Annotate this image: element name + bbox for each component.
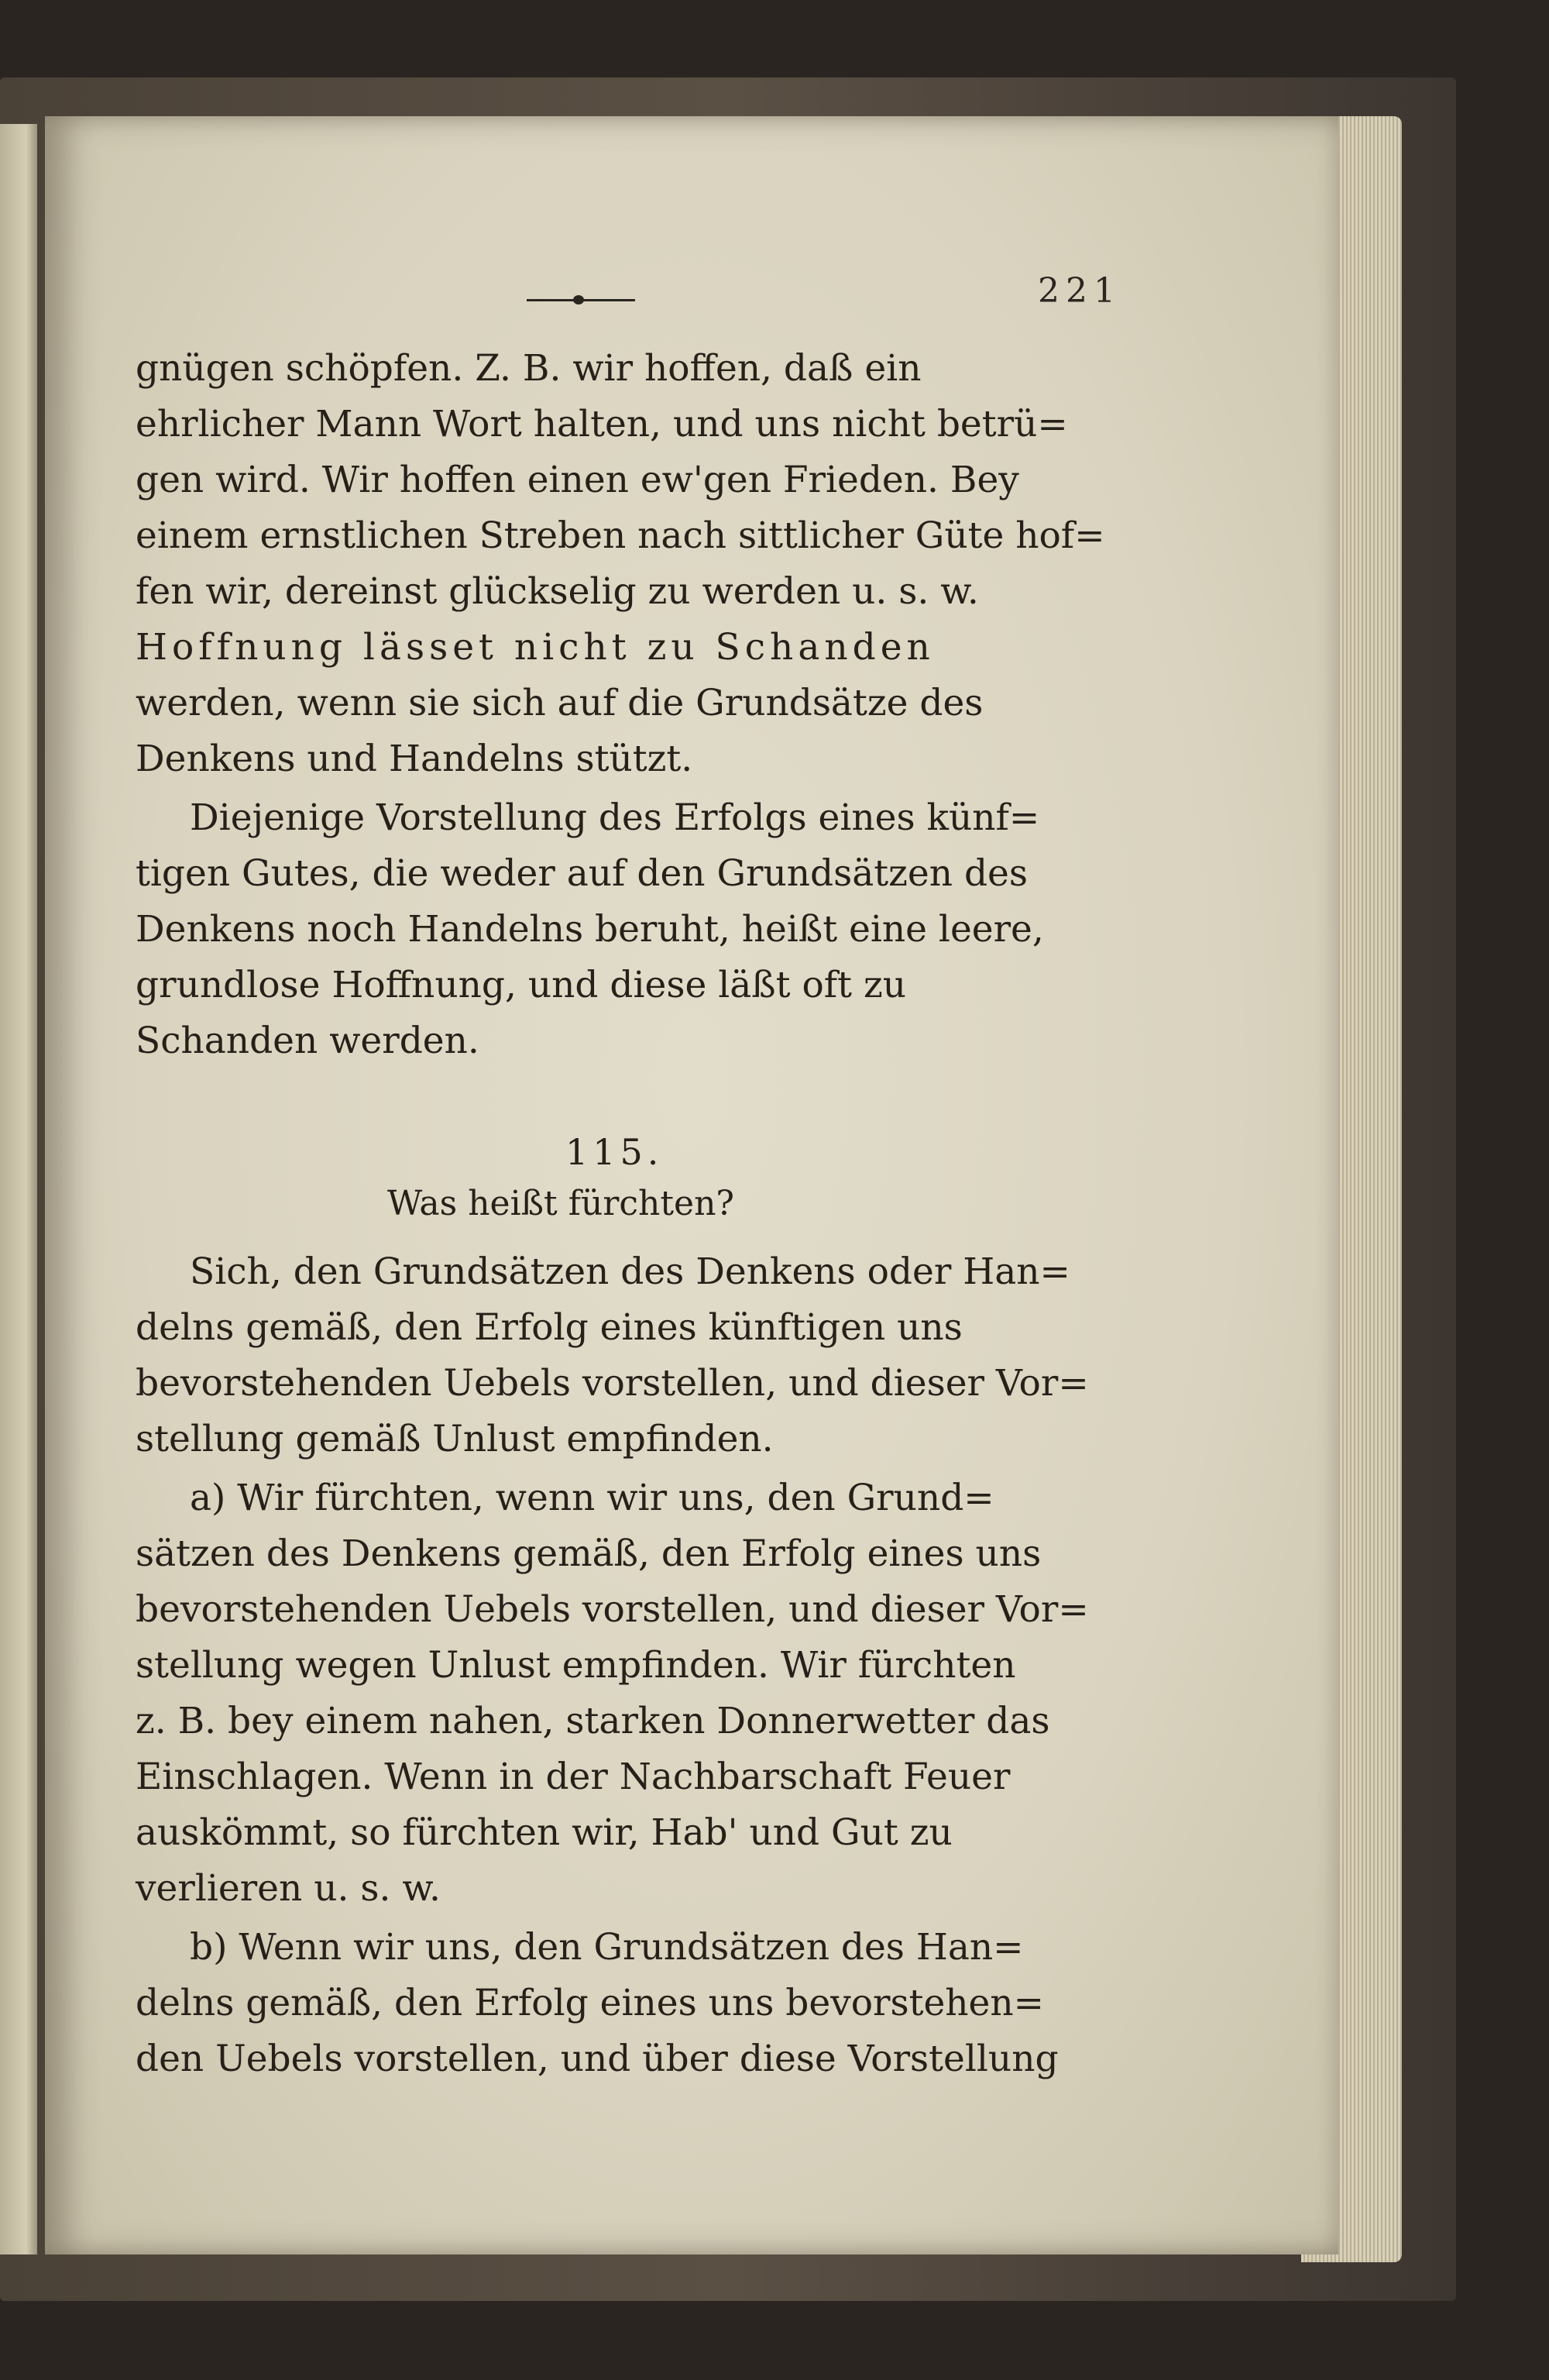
header-ornament [527, 299, 635, 301]
text-line: ehrlicher Mann Wort halten, und uns nicht betrü= [136, 403, 1068, 445]
text-line: einem ernstlichen Streben nach sittlicher Güte hof= [136, 514, 1105, 557]
text-line: stellung gemäß Unlust empfinden. [136, 1418, 774, 1460]
paragraph-6 [136, 1920, 1111, 2087]
text-line: delns gemäß, den Erfolg eines künftigen uns [136, 1306, 963, 1349]
previous-page-edge [0, 124, 37, 2254]
text-line: grundlose Hoffnung, und diese läßt oft zu [136, 964, 907, 1006]
text-line: fen wir, dereinst glückselig zu werden u. s. w. [136, 570, 979, 613]
text-line: b) Wenn wir uns, den Grundsätzen des Han= [190, 1926, 1024, 1969]
text-line: Einschlagen. Wenn in der Nachbarschaft Feuer [136, 1756, 1011, 1798]
text-line: bevorstehenden Uebels vorstellen, und dieser Vor= [136, 1588, 1089, 1631]
text-line: verlieren u. s. w. [136, 1867, 441, 1910]
text-line: Schanden werden. [136, 1020, 479, 1062]
text-line: den Uebels vorstellen, und über diese Vorstellung [136, 2038, 1059, 2080]
text-line: z. B. bey einem nahen, starken Donnerwetter das [136, 1700, 1050, 1742]
section-title: Was heißt fürchten? [387, 1184, 734, 1223]
text-line: auskömmt, so fürchten wir, Hab' und Gut zu [136, 1811, 953, 1854]
paragraph-1 [136, 341, 1111, 620]
text-line: Diejenige Vorstellung des Erfolgs eines künf= [190, 796, 1040, 839]
paragraph-5 [136, 1470, 1111, 1917]
page-number: 221 [1038, 271, 1121, 311]
text-line: Hoffnung lässet nicht zu Schanden [136, 626, 935, 669]
text-line: delns gemäß, den Erfolg eines uns bevorstehen= [136, 1982, 1045, 2024]
text-line: Denkens und Handelns stützt. [136, 738, 693, 780]
paragraph-3 [136, 790, 1111, 1069]
text-line: gnügen schöpfen. Z. B. wir hoffen, daß ein [136, 347, 922, 390]
text-line: sätzen des Denkens gemäß, den Erfolg eines uns [136, 1532, 1042, 1575]
text-line: stellung wegen Unlust empfinden. Wir fürchten [136, 1644, 1016, 1687]
paragraph-4 [136, 1244, 1111, 1467]
text-line: werden, wenn sie sich auf die Grundsätze des [136, 682, 984, 724]
text-line: tigen Gutes, die weder auf den Grundsätzen des [136, 852, 1028, 895]
text-line: Denkens noch Handelns beruht, heißt eine leere, [136, 908, 1044, 951]
text-line: a) Wir fürchten, wenn wir uns, den Grund= [190, 1477, 994, 1519]
section-number: 115. [565, 1131, 664, 1173]
text-line: Sich, den Grundsätzen des Denkens oder Han= [190, 1250, 1070, 1293]
paragraph-2 [136, 620, 1111, 787]
text-line: bevorstehenden Uebels vorstellen, und dieser Vor= [136, 1362, 1089, 1405]
text-line: gen wird. Wir hoffen einen ew'gen Frieden. Bey [136, 459, 1019, 501]
